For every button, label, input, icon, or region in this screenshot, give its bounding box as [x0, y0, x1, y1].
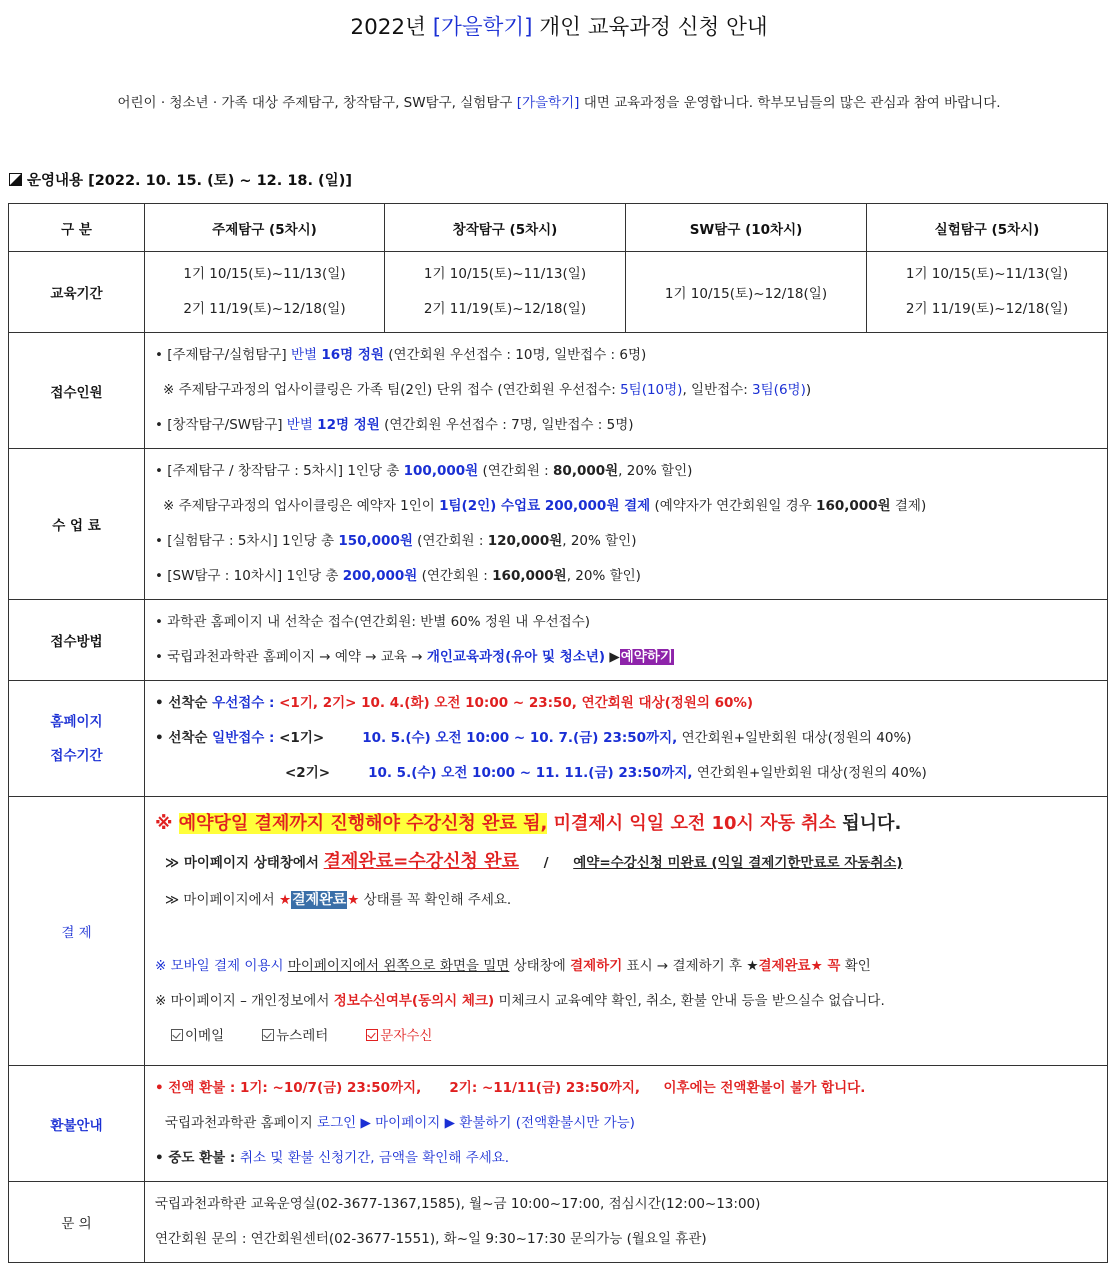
text: ※ 마이페이지 – 개인정보에서 [155, 993, 334, 1009]
play-arrow-icon: ▶ [605, 649, 620, 665]
course-link[interactable]: 개인교육과정(유아 및 청소년) [426, 649, 606, 665]
payment-line-1 [155, 805, 1107, 843]
payment-line-4 [155, 949, 1107, 984]
text: 10. 5.(수) 오전 10:00 ~ 10. 7.(금) 23:50까지, [362, 730, 678, 746]
text: ※ 모바일 결제 이용시 [155, 958, 288, 974]
text: 정보수신여부(동의시 체크) [333, 993, 495, 1009]
title-semester: [가을학기] [432, 15, 533, 40]
period-sw: 1기 10/15(토)~12/18(일) [626, 252, 867, 333]
text: • [실험탐구 : 5차시] 1인당 총 [155, 533, 339, 549]
text: 10. 5.(수) 오전 10:00 ~ 11. 11.(금) 23:50까지, [368, 765, 693, 781]
text: (예약자가 연간회원일 경우 [650, 498, 817, 514]
period-line: 2기 11/19(토)~12/18(일) [183, 301, 346, 317]
period-line: 2기 11/19(토)~12/18(일) [423, 301, 587, 317]
reserve-button[interactable]: 예약하기 [620, 649, 673, 665]
text: <1기> [279, 730, 325, 746]
title-text: 2022년 [350, 15, 433, 40]
text: 취소 및 환불 신청기간, 금액을 확인해 주세요. [240, 1150, 510, 1166]
text: 예약당일 결제까지 진행해야 수강신청 완료 됨, [178, 813, 548, 834]
email-checkbox[interactable] [171, 1029, 183, 1041]
text: 확인 [840, 958, 871, 974]
text: 상태를 꼭 확인해 주세요. [359, 892, 512, 908]
checkbox-label: 이메일 [185, 1028, 225, 1044]
table-row-fee [9, 449, 1108, 600]
section-heading [9, 169, 352, 190]
text: , 20% 할인) [618, 463, 693, 479]
fee-content [145, 449, 1108, 600]
table-row-capacity [9, 333, 1108, 449]
sms-checkbox[interactable] [366, 1029, 378, 1041]
table-row-homepage [9, 681, 1108, 797]
label-line: 접수기간 [50, 747, 103, 764]
row-label-payment: 결 제 [9, 797, 145, 1066]
period-line: 2기 11/19(토)~12/18(일) [905, 301, 1069, 317]
period-line: 1기 10/15(토)~11/13(일) [423, 266, 587, 282]
course-info-table [8, 203, 1108, 1263]
text: 160,000원 [816, 498, 891, 514]
payment-checkboxes [155, 1019, 1107, 1054]
capacity-line-2 [155, 373, 1107, 408]
period-topic [145, 252, 385, 333]
text: ※ 주제탐구과정의 업사이클링은 예약자 1인이 [163, 498, 440, 514]
text: (연간회원 우선접수 : 7명, 일반접수 : 5명) [379, 417, 634, 433]
text: , 20% 할인) [566, 568, 641, 584]
table-row-method [9, 600, 1108, 681]
table-row-refund [9, 1066, 1108, 1182]
row-label-homepage [9, 681, 145, 797]
text: 연간회원+일반회원 대상(정원의 40%) [677, 730, 912, 746]
fee-line-1 [155, 454, 1107, 489]
text: • 선착순 [155, 695, 213, 711]
title-text-rest: 개인 교육과정 신청 안내 [532, 15, 768, 40]
text: 120,000원 [487, 533, 563, 549]
header-sw: SW탐구 (10차시) [626, 204, 867, 252]
text: 결제완료=수강신청 완료 [323, 851, 519, 872]
star-icon: ★ [279, 892, 292, 908]
period-creative [385, 252, 626, 333]
payment-complete-badge: 결제완료 [292, 892, 347, 908]
text: 표시 → 결제하기 후 ★ [622, 958, 759, 974]
text: 160,000원 [492, 568, 567, 584]
text: (연간회원 : [412, 533, 488, 549]
text: 100,000원 [403, 463, 479, 479]
text: 결제) [890, 498, 927, 514]
text: 1팀(2인) 수업료 200,000원 결제 [439, 498, 651, 514]
text: 12명 정원 [317, 417, 380, 433]
text: 반별 [290, 347, 322, 363]
text: • [창작탐구/SW탐구] [155, 417, 287, 433]
text: 연간회원+일반회원 대상(정원의 40%) [692, 765, 927, 781]
text: ※ 주제탐구과정의 업사이클링은 가족 팀(2인) 단위 접수 (연간회원 우선접수: [163, 382, 621, 398]
newsletter-checkbox[interactable] [262, 1029, 274, 1041]
text: 80,000원 [553, 463, 619, 479]
text: 결제하기 [570, 958, 623, 974]
text: ≫ 마이페이지에서 [165, 892, 280, 908]
text: 마이페이지에서 왼쪽으로 화면을 밀면 [287, 958, 510, 974]
homepage-line-2 [155, 721, 1107, 756]
payment-line-3 [155, 881, 1107, 919]
method-line-2 [155, 640, 1107, 675]
text: 결제완료 [758, 958, 811, 974]
text: 미체크시 교육예약 확인, 취소, 환불 안내 등을 받으실수 없습니다. [494, 993, 885, 1009]
period-experiment [867, 252, 1108, 333]
intro-semester: [가을학기] [516, 95, 580, 111]
text: ) [805, 382, 812, 398]
header-category: 구 분 [9, 204, 145, 252]
refund-line-2 [155, 1106, 1107, 1141]
square-bullet-icon [9, 173, 22, 186]
text: <2기> [285, 765, 331, 781]
homepage-content [145, 681, 1108, 797]
intro-text [0, 91, 1118, 111]
section-title: 운영내용 [2022. 10. 15. (토) ~ 12. 18. (일)] [27, 173, 352, 189]
text: 150,000원 [338, 533, 413, 549]
text: 반별 [286, 417, 318, 433]
payment-line-2: ≫ 마이페이지 상태창에서 결제완료=수강신청 완료 / 예약=수강신청 미완료 (익일 결제기한만료로 자동취소) [165, 851, 903, 872]
inquiry-line-1: 국립과천과학관 교육운영실(02-3677-1367,1585), 월~금 10:00~17:00, 점심시간(12:00~13:00) [155, 1196, 761, 1212]
text: • 선착순 [155, 730, 213, 746]
checkbox-label: 문자수신 [380, 1028, 433, 1044]
text: 200,000원 [342, 568, 418, 584]
table-row-period [9, 252, 1108, 333]
text: 미결제시 익일 오전 10시 자동 취소 [547, 813, 837, 834]
table-row-payment [9, 797, 1108, 1066]
homepage-line-3 [155, 756, 1107, 791]
inquiry-line-2: 연간회원 문의 : 연간회원센터(02-3677-1551), 화~일 9:30~17:30 문의가능 (월요일 휴관) [155, 1231, 707, 1247]
capacity-line-1 [155, 338, 1107, 373]
homepage-line-1 [155, 686, 1107, 721]
row-label-capacity: 접수인원 [9, 333, 145, 449]
text: , 20% 할인) [562, 533, 637, 549]
inquiry-content [145, 1182, 1108, 1263]
table-row-inquiry [9, 1182, 1108, 1263]
text: , 일반접수: [682, 382, 753, 398]
text: • [주제탐구 / 창작탐구 : 5차시] 1인당 총 [155, 463, 404, 479]
text: 로그인 ▶ 마이페이지 ▶ 환불하기 (전액환불시만 가능) [317, 1115, 635, 1131]
text: • 국립과천과학관 홈페이지 → 예약 → 교육 → [155, 649, 427, 665]
reference-mark: ※ [155, 813, 179, 834]
payment-line-5 [155, 984, 1107, 1019]
row-label-inquiry: 문 의 [9, 1182, 145, 1263]
text: • [주제탐구/실험탐구] [155, 347, 291, 363]
fee-line-3 [155, 524, 1107, 559]
intro-part-rest: 대면 교육과정을 운영합니다. 학부모님들의 많은 관심과 참여 바랍니다. [579, 95, 1001, 111]
text: 상태창에 [509, 958, 571, 974]
refund-content [145, 1066, 1108, 1182]
row-label-refund: 환불안내 [9, 1066, 145, 1182]
text: 국립과천과학관 홈페이지 [165, 1115, 318, 1131]
text: 16명 정원 [321, 347, 384, 363]
header-creative: 창작탐구 (5차시) [385, 204, 626, 252]
text: (연간회원 : [478, 463, 554, 479]
table-header-row [9, 204, 1108, 252]
method-line-1: • 과학관 홈페이지 내 선착순 접수(연간회원: 반별 60% 정원 내 우선접수) [155, 614, 591, 630]
capacity-content [145, 333, 1108, 449]
text: • 중도 환불 : [155, 1150, 240, 1166]
page-title [0, 10, 1118, 41]
text: (연간회원 : [417, 568, 493, 584]
refund-line-3 [155, 1141, 1107, 1176]
row-label-method: 접수방법 [9, 600, 145, 681]
payment-content [145, 797, 1108, 1066]
header-experiment: 실험탐구 (5차시) [867, 204, 1108, 252]
text: 3팀(6명) [752, 382, 806, 398]
text: 예약=수강신청 미완료 (익일 결제기한만료로 자동취소) [573, 855, 903, 871]
period-line: 1기 10/15(토)~11/13(일) [183, 266, 346, 282]
text: ★ 꼭 [810, 958, 841, 974]
fee-line-4 [155, 559, 1107, 594]
text: (연간회원 우선접수 : 10명, 일반접수 : 6명) [383, 347, 647, 363]
text: 일반접수 : [212, 730, 280, 746]
header-topic: 주제탐구 (5차시) [145, 204, 385, 252]
intro-part: 어린이 · 청소년 · 가족 대상 주제탐구, 창작탐구, SW탐구, 실험탐구 [117, 95, 517, 111]
capacity-line-3 [155, 408, 1107, 443]
text: • [SW탐구 : 10차시] 1인당 총 [155, 568, 343, 584]
star-icon: ★ [347, 892, 360, 908]
text: 우선접수 : [212, 695, 280, 711]
method-content [145, 600, 1108, 681]
fee-line-2 [155, 489, 1107, 524]
refund-line-1: • 전액 환불 : 1기: ~10/7(금) 23:50까지, 2기: ~11/11(금) 23:50까지, 이후에는 전액환불이 불가 합니다. [155, 1080, 866, 1096]
text: 5팀(10명) [620, 382, 683, 398]
row-label-fee: 수 업 료 [9, 449, 145, 600]
row-label-period: 교육기간 [9, 252, 145, 333]
label-line: 홈페이지 [50, 713, 103, 730]
text: ≫ 마이페이지 상태창에서 [165, 855, 324, 871]
period-line: 1기 10/15(토)~11/13(일) [905, 266, 1069, 282]
text: <1기, 2기> 10. 4.(화) 오전 10:00 ~ 23:50, 연간회원 대상(정원의 60%) [279, 695, 754, 711]
text: 됩니다. [836, 813, 902, 834]
checkbox-label: 뉴스레터 [276, 1028, 329, 1044]
